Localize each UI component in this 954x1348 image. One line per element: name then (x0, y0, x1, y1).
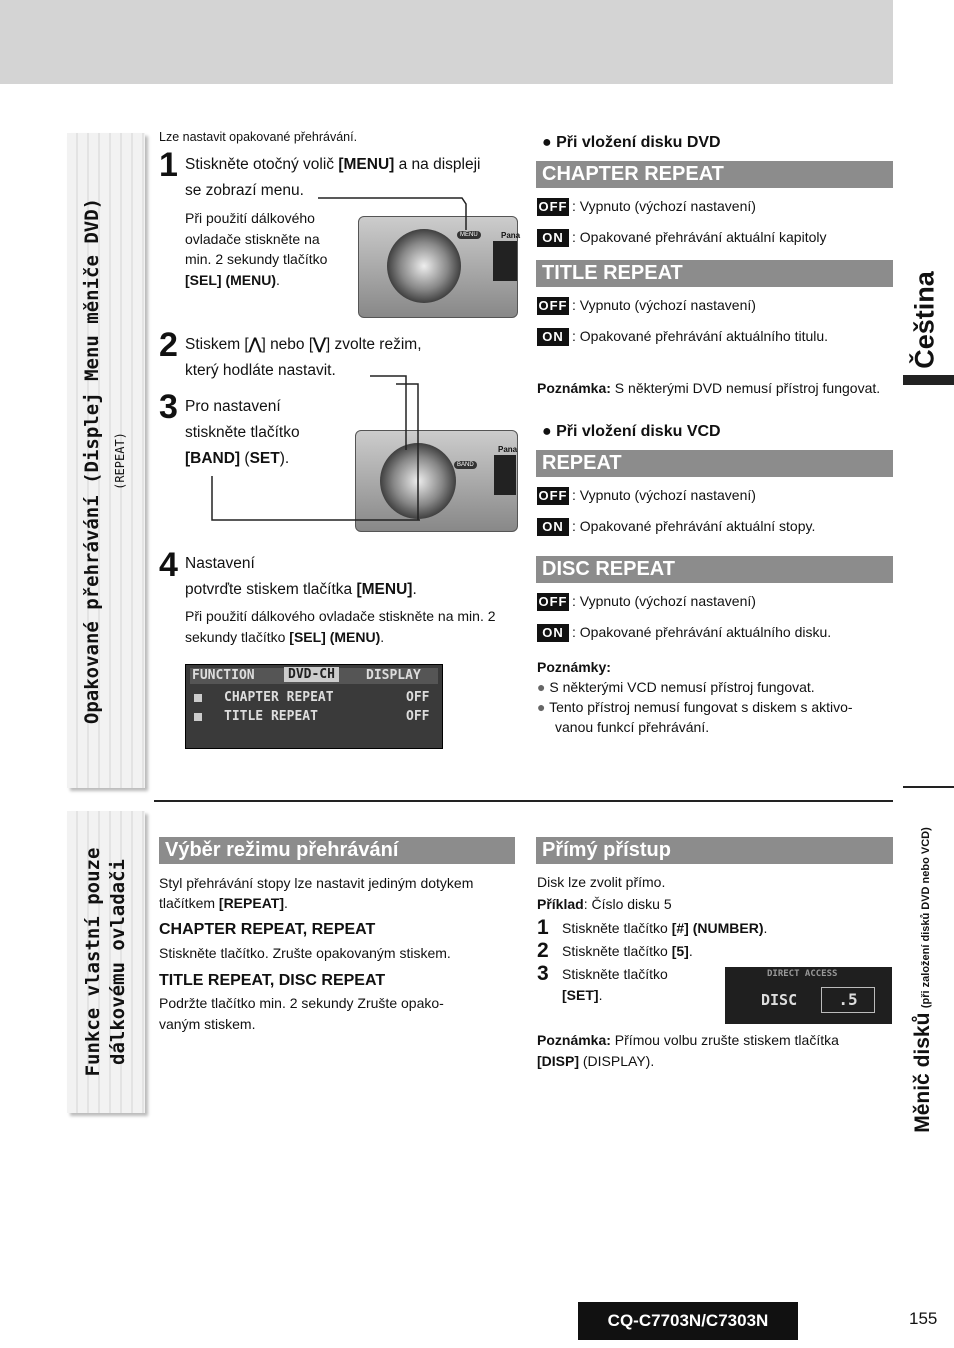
up-down-callout-lines (210, 370, 450, 530)
model-badge: CQ-C7703N/C7303N (578, 1302, 798, 1340)
direct-step-2: Stiskněte tlačítko [5]. (562, 943, 693, 959)
title-on-option: ON : Opakované přehrávání aktuálního titulu. (537, 326, 828, 346)
section-divider (154, 800, 893, 802)
direct-step-number: 3 (537, 962, 549, 985)
disc-number-box: .5 (821, 987, 875, 1013)
rotary-knob-icon (387, 229, 461, 303)
language-label: Čeština (909, 271, 940, 369)
repeat-bar: REPEAT (536, 450, 893, 477)
on-icon: ON (537, 328, 569, 346)
step-number: 1 (159, 146, 178, 184)
section-side-band (67, 133, 145, 788)
vcd-heading: ● Při vložení disku VCD (542, 423, 721, 440)
mode-select-intro: Styl přehrávání stopy lze nastavit jediným dotykem tlačítkem [REPEAT]. (159, 875, 474, 911)
menu-row-title-repeat: TITLE REPEAT (224, 709, 318, 724)
menu-callout-line (316, 190, 476, 240)
repeat-off-option: OFF : Vypnuto (výchozí nastavení) (538, 487, 756, 504)
step-1-note: Při použití dálkového ovladače stiskněte na min. 2 sekundy tlačítko [SEL] (MENU). (185, 210, 328, 288)
tab-dvd-ch: DVD-CH (284, 667, 339, 682)
step-number: 4 (159, 546, 178, 584)
menu-row-title-value: OFF (406, 709, 430, 724)
step-number: 2 (159, 326, 178, 364)
direct-step-number: 1 (537, 916, 549, 939)
off-icon: OFF (538, 594, 568, 610)
chapter-repeat-bar: CHAPTER REPEAT (536, 161, 893, 188)
page-number: 155 (909, 1309, 938, 1328)
off-icon: OFF (538, 199, 568, 215)
mode-h1: CHAPTER REPEAT, REPEAT (159, 921, 376, 938)
direct-step-1: Stiskněte tlačítko [#] (NUMBER). (562, 920, 768, 936)
language-tab (903, 375, 954, 385)
changer-divider (903, 786, 954, 788)
section-side-band-remote (67, 811, 145, 1113)
tab-display: DISPLAY (366, 668, 421, 683)
chapter-off-option: OFF : Vypnuto (výchozí nastavení) (538, 198, 756, 215)
mode-t1: Stiskněte tlačítko. Zrušte opakovaným stiskem. (159, 945, 451, 961)
head-unit-display (494, 455, 516, 495)
direct-intro: Disk lze zvolit přímo. (537, 874, 666, 890)
step-3-text: Pro nastavení stiskněte tlačítko [BAND] (SET). (185, 398, 300, 467)
tab-function: FUNCTION (192, 668, 255, 683)
mode-h2: TITLE REPEAT, DISC REPEAT (159, 972, 386, 989)
brand-logo: Pana (501, 231, 521, 240)
step-4-note: Při použití dálkového ovladače stiskněte na min. 2 sekundy tlačítko [SEL] (MENU). (185, 608, 496, 645)
header-band (0, 0, 893, 84)
head-unit-display (493, 241, 517, 281)
brand-logo: Pana (498, 445, 518, 454)
menu-display-screen (185, 664, 443, 749)
direct-access-bar: Přímý přístup (536, 837, 893, 864)
off-icon: OFF (538, 298, 568, 314)
title-off-option: OFF : Vypnuto (výchozí nastavení) (538, 297, 756, 314)
dvd-heading: ● Při vložení disku DVD (542, 134, 721, 151)
band-button[interactable]: BAND (454, 461, 477, 469)
menu-button[interactable]: MENU (457, 231, 481, 239)
vcd-notes: Poznámky: ● S některými VCD nemusí přístroj fungovat. ● Tento přístroj nemusí fungovat s diskem s aktivo- vanou funkcí přehrávání. (537, 659, 853, 735)
step-2-text: Stiskem [⋀] nebo [⋁] zvolte režim, který hodláte nastavit. (185, 336, 422, 379)
changer-label: Měnič disků (při založení disků DVD nebo VCD) (911, 827, 934, 1133)
on-icon: ON (537, 229, 569, 247)
disc-off-option: OFF : Vypnuto (výchozí nastavení) (538, 593, 756, 610)
step-4-text: Nastavení potvrďte stiskem tlačítka [MENU]. (185, 555, 417, 598)
repeat-intro: Lze nastavit opakované přehrávání. (159, 130, 358, 144)
title-repeat-bar: TITLE REPEAT (536, 260, 893, 287)
section-side-title-remote: Funkce vlastní pouze dálkovému ovladači (82, 847, 129, 1077)
disc-on-option: ON : Opakované přehrávání aktuálního disku. (537, 622, 831, 642)
menu-row-chapter-value: OFF (406, 690, 430, 705)
direct-step-3: Stiskněte tlačítko [SET]. (562, 966, 668, 1003)
dvd-note: Poznámka: S některými DVD nemusí přístroj fungovat. (537, 380, 881, 396)
step-number: 3 (159, 388, 178, 426)
on-icon: ON (537, 518, 569, 536)
direct-access-screen: DIRECT ACCESS DISC .5 (725, 967, 892, 1024)
mode-select-bar: Výběr režimu přehrávání (159, 837, 515, 864)
repeat-on-option: ON : Opakované přehrávání aktuální stopy. (537, 516, 815, 536)
menu-row-chapter-repeat: CHAPTER REPEAT (224, 690, 334, 705)
section-side-title: Opakované přehrávání (Displej Menu měniče DVD) (REPEAT) (81, 197, 127, 724)
on-icon: ON (537, 624, 569, 642)
chapter-on-option: ON : Opakované přehrávání aktuální kapitoly (537, 227, 827, 247)
direct-step-number: 2 (537, 939, 549, 962)
direct-example: Příklad: Číslo disku 5 (537, 896, 672, 912)
mode-t2: Podržte tlačítko min. 2 sekundy Zrušte opako- vaným stiskem. (159, 995, 444, 1032)
step-1-text: Stiskněte otočný volič [MENU] a na displeji se zobrazí menu. (185, 156, 481, 199)
off-icon: OFF (538, 488, 568, 504)
disc-repeat-bar: DISC REPEAT (536, 556, 893, 583)
direct-note: Poznámka: Přímou volbu zrušte stiskem tlačítka [DISP] (DISPLAY). (537, 1032, 839, 1069)
